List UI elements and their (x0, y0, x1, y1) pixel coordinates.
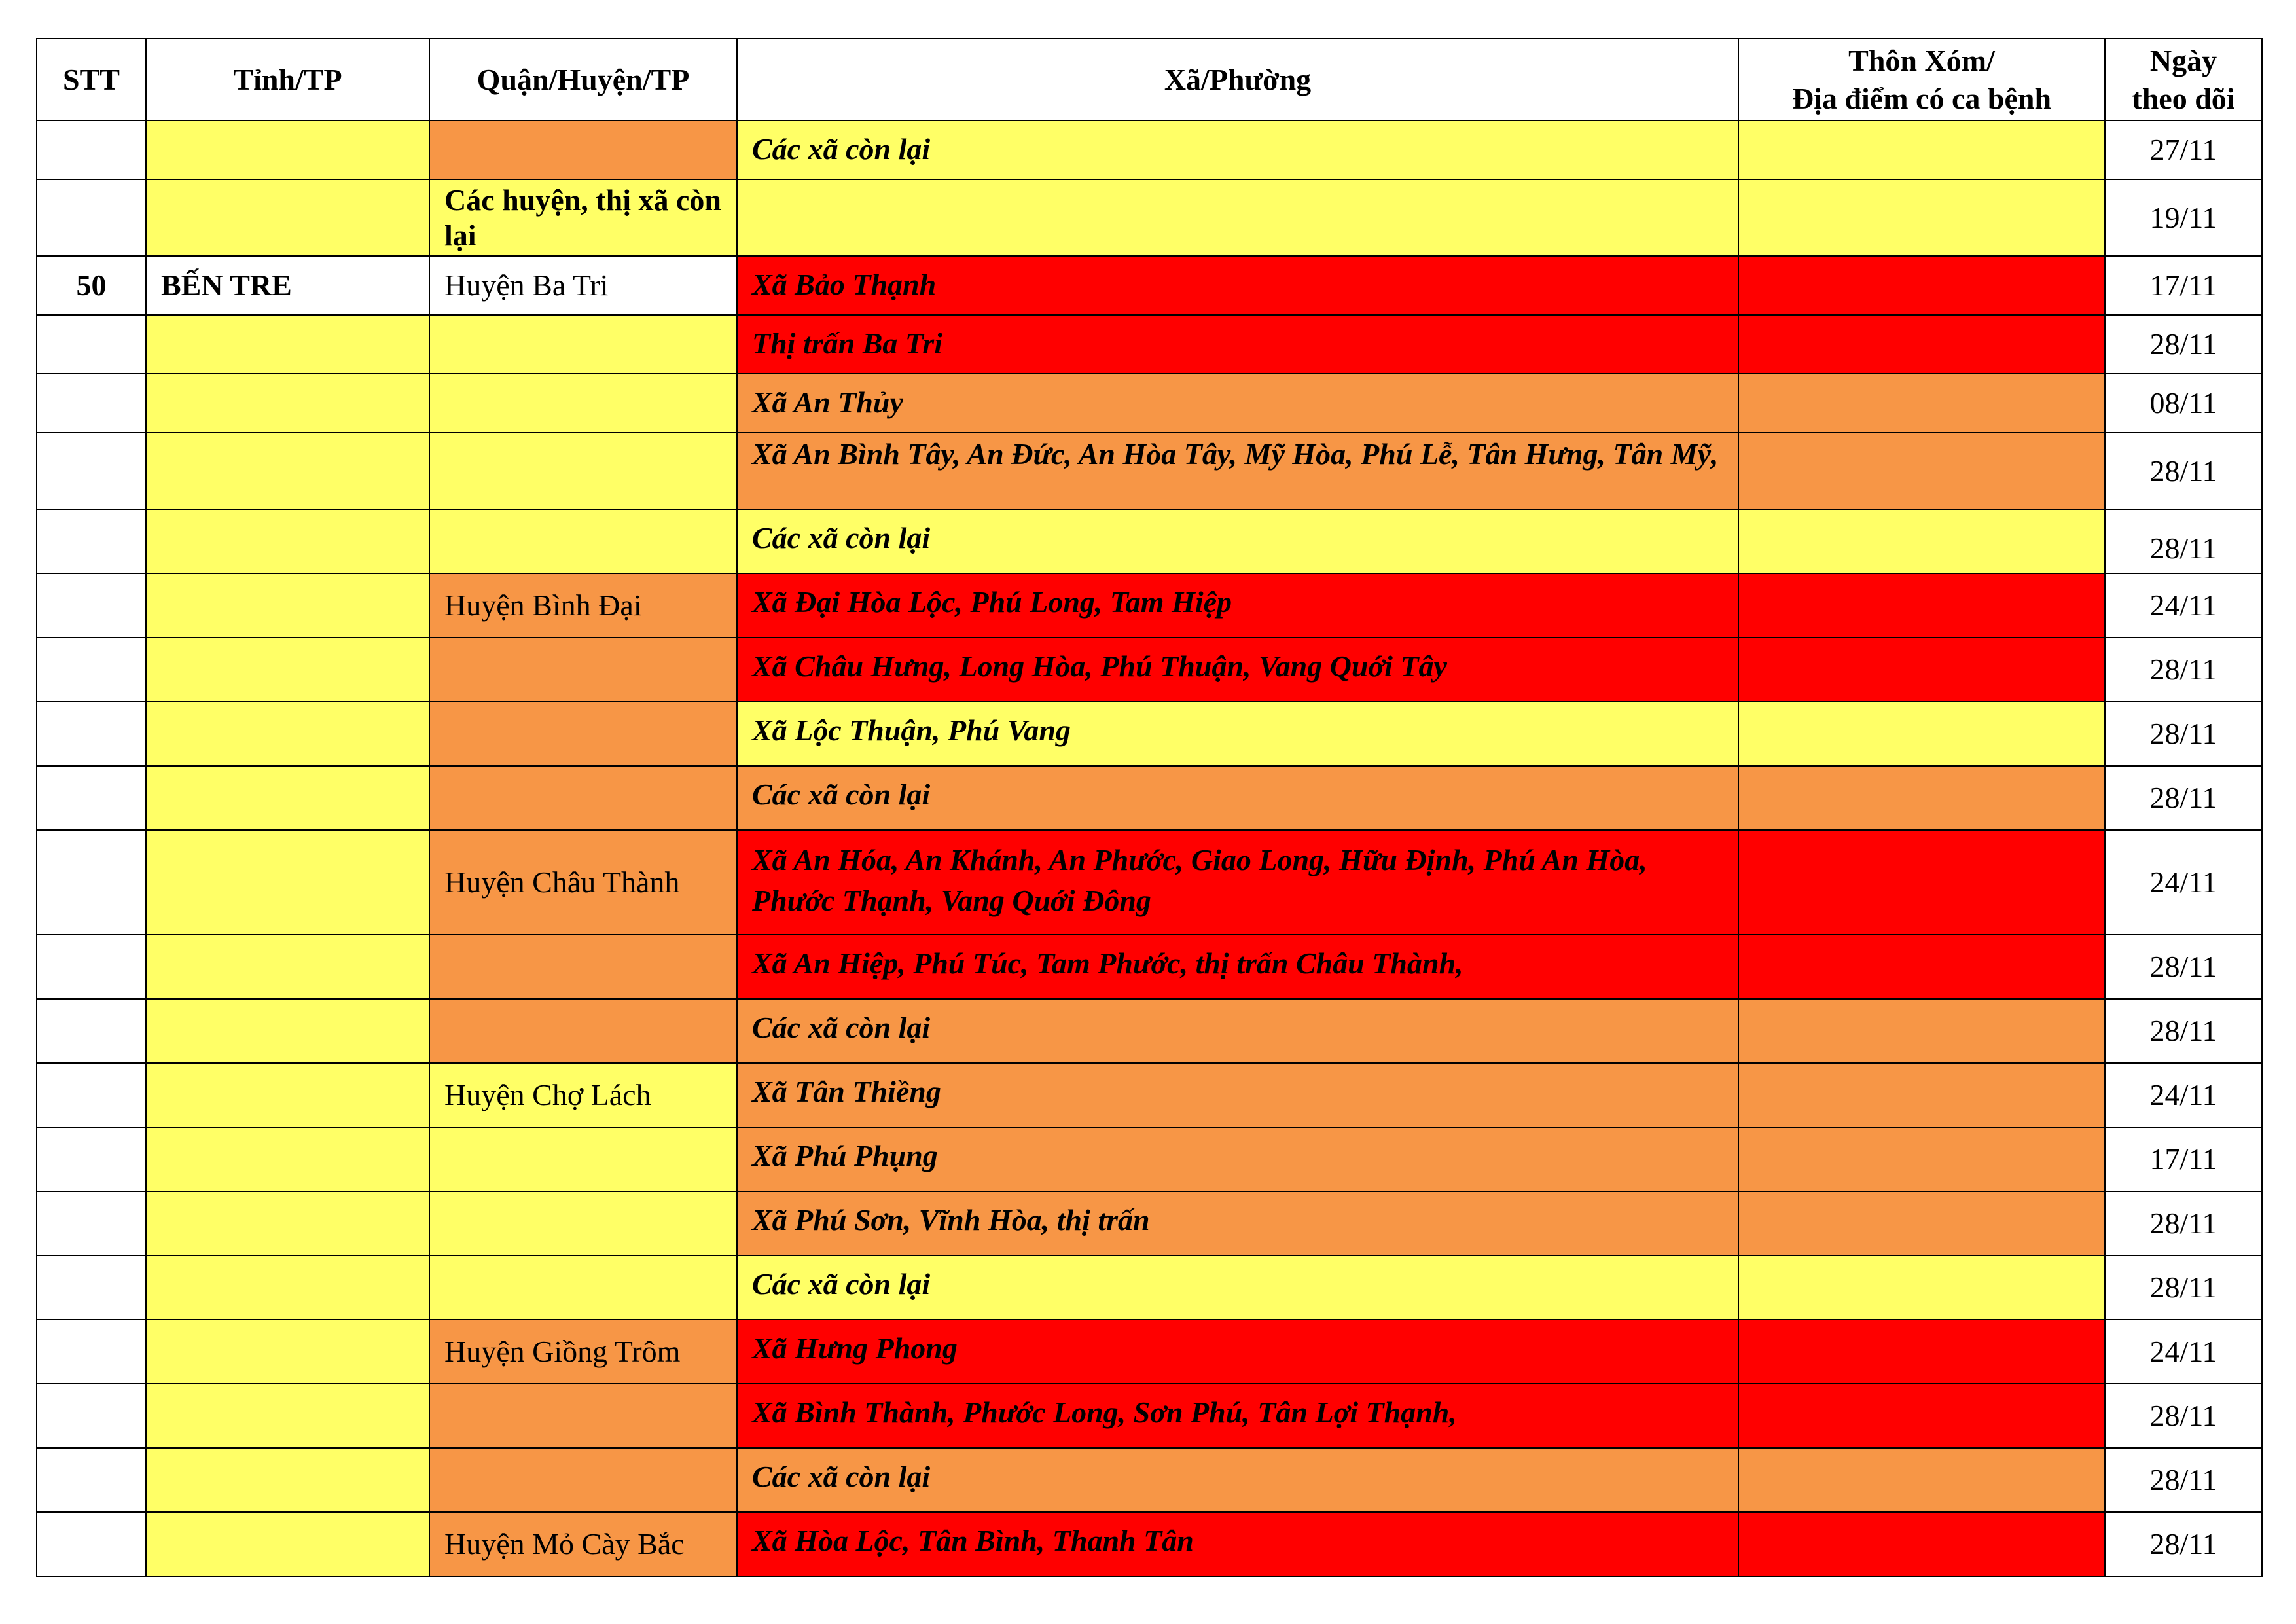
header-stt: STT (37, 39, 146, 120)
cell-hamlet (1738, 766, 2105, 830)
cell-province: BẾN TRE (146, 256, 429, 315)
header-hamlet-line2: Địa điểm có ca bệnh (1791, 81, 2052, 115)
cell-hamlet (1738, 1191, 2105, 1255)
cell-stt (37, 433, 146, 509)
cell-ward: Xã An Hóa, An Khánh, An Phước, Giao Long, Hữu Định, Phú An Hòa, Phước Thạnh, Vang Quới Đông (737, 830, 1738, 935)
cell-district (429, 999, 737, 1063)
cell-ward: Xã Phú Sơn, Vĩnh Hòa, thị trấn (737, 1191, 1738, 1255)
cell-date: 24/11 (2105, 573, 2262, 638)
cell-ward: Xã Bình Thành, Phước Long, Sơn Phú, Tân Lợi Thạnh, (737, 1384, 1738, 1448)
cell-district: Huyện Bình Đại (429, 573, 737, 638)
cell-date: 28/11 (2105, 999, 2262, 1063)
cell-stt (37, 1063, 146, 1127)
table-row (37, 374, 2262, 433)
cell-province (146, 315, 429, 374)
table-row (37, 702, 2262, 766)
table-row (37, 1255, 2262, 1320)
cell-date: 28/11 (2105, 509, 2262, 573)
cell-district (429, 1127, 737, 1191)
cell-ward: Xã Phú Phụng (737, 1127, 1738, 1191)
cell-date: 28/11 (2105, 766, 2262, 830)
table-row (37, 830, 2262, 935)
cell-hamlet (1738, 1448, 2105, 1512)
cell-province (146, 1320, 429, 1384)
cell-date: 17/11 (2105, 1127, 2262, 1191)
table-header-row (37, 39, 2262, 120)
cell-stt (37, 999, 146, 1063)
cell-stt (37, 1127, 146, 1191)
cell-ward: Xã Bảo Thạnh (737, 256, 1738, 315)
cell-stt (37, 1255, 146, 1320)
cell-stt (37, 1448, 146, 1512)
cell-province (146, 1191, 429, 1255)
cell-ward: Các xã còn lại (737, 120, 1738, 179)
cell-province (146, 766, 429, 830)
cell-hamlet (1738, 1255, 2105, 1320)
cell-district (429, 1191, 737, 1255)
cell-stt (37, 766, 146, 830)
cell-stt (37, 509, 146, 573)
cell-district (429, 509, 737, 573)
header-province: Tỉnh/TP (146, 39, 429, 120)
document-page (36, 38, 2263, 1577)
cell-district: Các huyện, thị xã còn lại (429, 179, 737, 256)
cell-hamlet (1738, 315, 2105, 374)
cell-district (429, 315, 737, 374)
cell-province (146, 1063, 429, 1127)
table-row (37, 1127, 2262, 1191)
header-date (2105, 39, 2262, 120)
cell-province (146, 638, 429, 702)
cell-ward: Xã An Thủy (737, 374, 1738, 433)
table-row (37, 999, 2262, 1063)
cell-stt (37, 120, 146, 179)
cell-date: 24/11 (2105, 1320, 2262, 1384)
cell-district (429, 638, 737, 702)
cell-date: 17/11 (2105, 256, 2262, 315)
cell-hamlet (1738, 179, 2105, 256)
cell-province (146, 433, 429, 509)
header-ward: Xã/Phường (737, 39, 1738, 120)
cell-stt (37, 374, 146, 433)
cell-district (429, 702, 737, 766)
cell-hamlet (1738, 374, 2105, 433)
table-row (37, 1512, 2262, 1576)
cell-date: 28/11 (2105, 1255, 2262, 1320)
cell-ward: Xã An Bình Tây, An Đức, An Hòa Tây, Mỹ Hòa, Phú Lễ, Tân Hưng, Tân Mỹ, (737, 433, 1738, 509)
cell-district (429, 120, 737, 179)
header-hamlet-line1: Thôn Xóm/ (1848, 43, 1995, 77)
cell-date: 19/11 (2105, 179, 2262, 256)
cell-hamlet (1738, 1320, 2105, 1384)
cell-ward: Các xã còn lại (737, 1255, 1738, 1320)
cell-date: 28/11 (2105, 935, 2262, 999)
table-row (37, 1320, 2262, 1384)
cell-province (146, 1127, 429, 1191)
cell-date: 28/11 (2105, 433, 2262, 509)
cell-stt (37, 1384, 146, 1448)
cell-ward: Các xã còn lại (737, 509, 1738, 573)
header-hamlet (1738, 39, 2105, 120)
covid-zone-table (36, 38, 2263, 1577)
cell-date: 24/11 (2105, 1063, 2262, 1127)
cell-hamlet (1738, 999, 2105, 1063)
cell-province (146, 999, 429, 1063)
cell-date: 28/11 (2105, 1191, 2262, 1255)
table-row (37, 256, 2262, 315)
cell-district: Huyện Chợ Lách (429, 1063, 737, 1127)
table-row (37, 120, 2262, 179)
cell-hamlet (1738, 433, 2105, 509)
cell-district (429, 1448, 737, 1512)
cell-district (429, 1384, 737, 1448)
cell-hamlet (1738, 935, 2105, 999)
cell-district (429, 433, 737, 509)
cell-ward (737, 179, 1738, 256)
cell-district: Huyện Châu Thành (429, 830, 737, 935)
cell-date: 27/11 (2105, 120, 2262, 179)
cell-province (146, 830, 429, 935)
cell-province (146, 1448, 429, 1512)
table-row (37, 638, 2262, 702)
cell-district: Huyện Ba Tri (429, 256, 737, 315)
cell-hamlet (1738, 1512, 2105, 1576)
cell-ward: Xã An Hiệp, Phú Túc, Tam Phước, thị trấn Châu Thành, (737, 935, 1738, 999)
cell-ward: Các xã còn lại (737, 999, 1738, 1063)
cell-stt (37, 179, 146, 256)
cell-stt: 50 (37, 256, 146, 315)
cell-province (146, 702, 429, 766)
cell-ward: Xã Hưng Phong (737, 1320, 1738, 1384)
cell-ward: Các xã còn lại (737, 1448, 1738, 1512)
cell-date: 28/11 (2105, 315, 2262, 374)
cell-date: 08/11 (2105, 374, 2262, 433)
cell-district (429, 935, 737, 999)
table-row (37, 766, 2262, 830)
cell-stt (37, 315, 146, 374)
cell-ward: Các xã còn lại (737, 766, 1738, 830)
cell-ward: Xã Lộc Thuận, Phú Vang (737, 702, 1738, 766)
cell-ward: Xã Châu Hưng, Long Hòa, Phú Thuận, Vang Quới Tây (737, 638, 1738, 702)
cell-district (429, 766, 737, 830)
cell-stt (37, 935, 146, 999)
cell-stt (37, 1512, 146, 1576)
cell-district: Huyện Giồng Trôm (429, 1320, 737, 1384)
cell-ward: Xã Đại Hòa Lộc, Phú Long, Tam Hiệp (737, 573, 1738, 638)
cell-district: Huyện Mỏ Cày Bắc (429, 1512, 737, 1576)
cell-hamlet (1738, 509, 2105, 573)
cell-stt (37, 830, 146, 935)
cell-province (146, 573, 429, 638)
cell-hamlet (1738, 573, 2105, 638)
table-row (37, 935, 2262, 999)
table-row (37, 179, 2262, 256)
cell-province (146, 1255, 429, 1320)
cell-stt (37, 573, 146, 638)
cell-hamlet (1738, 638, 2105, 702)
header-date-line2: theo dõi (2132, 81, 2235, 115)
cell-hamlet (1738, 830, 2105, 935)
cell-date: 28/11 (2105, 1448, 2262, 1512)
cell-province (146, 935, 429, 999)
cell-date: 28/11 (2105, 638, 2262, 702)
cell-date: 28/11 (2105, 1512, 2262, 1576)
cell-district (429, 1255, 737, 1320)
cell-ward: Thị trấn Ba Tri (737, 315, 1738, 374)
table-row (37, 1384, 2262, 1448)
cell-date: 24/11 (2105, 830, 2262, 935)
cell-hamlet (1738, 702, 2105, 766)
header-date-line1: Ngày (2149, 43, 2217, 77)
header-district: Quận/Huyện/TP (429, 39, 737, 120)
cell-stt (37, 638, 146, 702)
table-row (37, 509, 2262, 573)
table-row (37, 433, 2262, 509)
cell-ward: Xã Tân Thiềng (737, 1063, 1738, 1127)
cell-hamlet (1738, 1127, 2105, 1191)
cell-province (146, 1512, 429, 1576)
table-row (37, 1191, 2262, 1255)
cell-district (429, 374, 737, 433)
cell-province (146, 1384, 429, 1448)
cell-stt (37, 1320, 146, 1384)
cell-province (146, 374, 429, 433)
table-row (37, 1448, 2262, 1512)
table-row (37, 1063, 2262, 1127)
table-row (37, 315, 2262, 374)
cell-province (146, 509, 429, 573)
cell-date: 28/11 (2105, 702, 2262, 766)
table-row (37, 573, 2262, 638)
cell-hamlet (1738, 1063, 2105, 1127)
cell-stt (37, 1191, 146, 1255)
cell-stt (37, 702, 146, 766)
cell-hamlet (1738, 120, 2105, 179)
cell-hamlet (1738, 256, 2105, 315)
cell-province (146, 120, 429, 179)
cell-hamlet (1738, 1384, 2105, 1448)
cell-ward: Xã Hòa Lộc, Tân Bình, Thanh Tân (737, 1512, 1738, 1576)
cell-date: 28/11 (2105, 1384, 2262, 1448)
cell-province (146, 179, 429, 256)
